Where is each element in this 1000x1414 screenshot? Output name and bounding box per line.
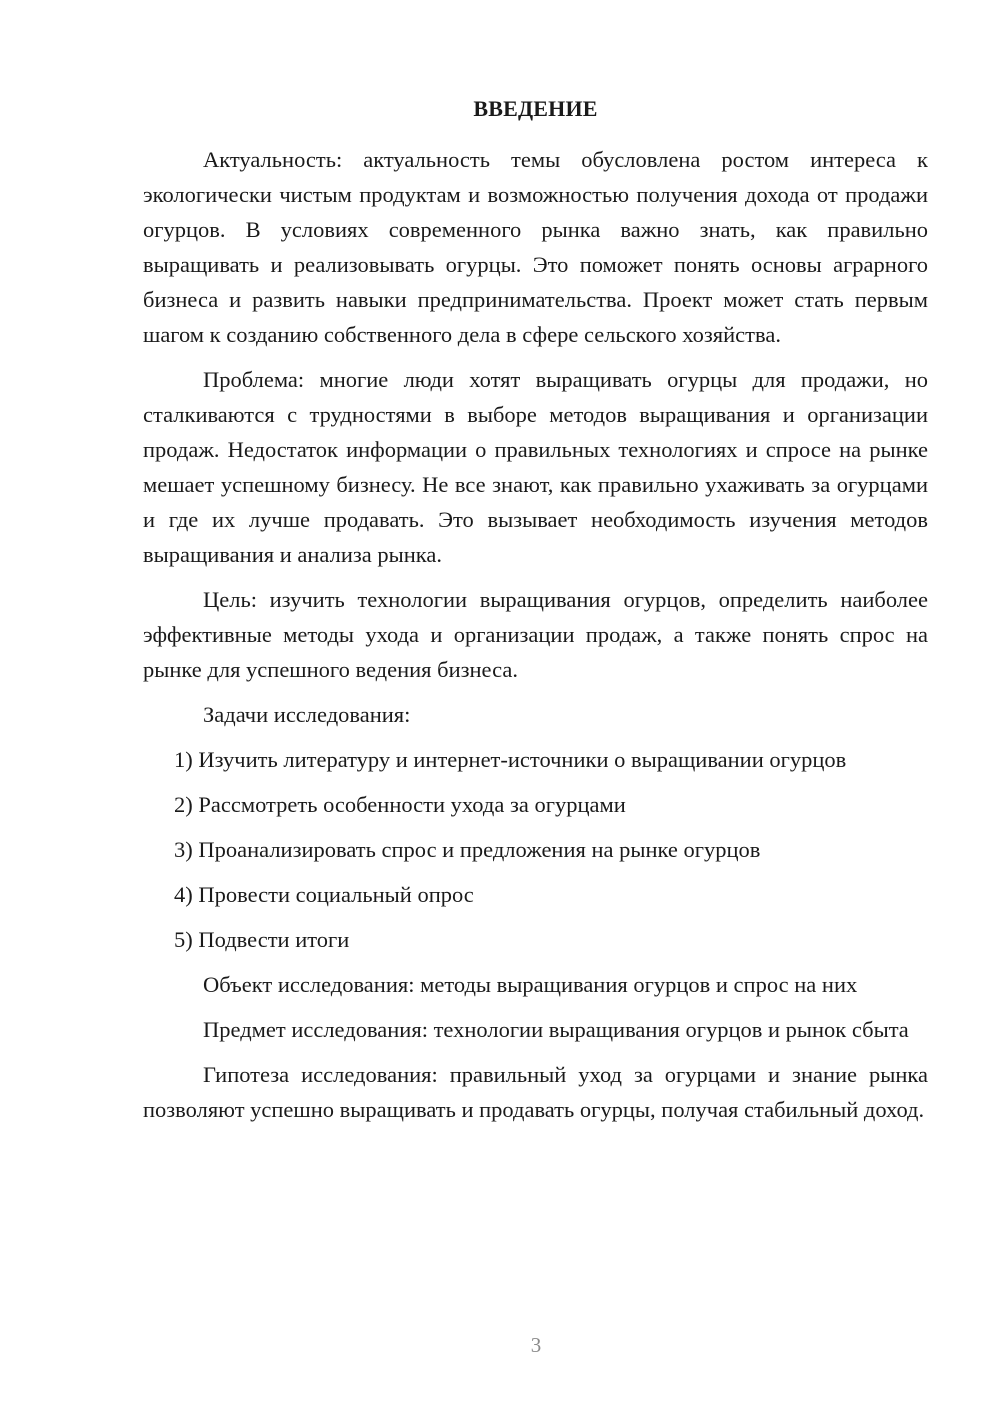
goal-paragraph: Цель: изучить технологии выращивания огурцов, определить наиболее эффективные методы ухода и организации продаж, а также понять спрос на рынке для успешного ведения бизнеса. (143, 587, 928, 682)
hypothesis-paragraph: Гипотеза исследования: правильный уход за огурцами и знание рынка позволяют успешно выращивать и продавать огурцы, получая стабильный доход. (143, 1062, 928, 1122)
list-item: 4) Провести социальный опрос (174, 882, 474, 907)
list-item: 3) Проанализировать спрос и предложения на рынке огурцов (174, 837, 761, 862)
page-title: ВВЕДЕНИЕ (473, 96, 598, 121)
tasks-list (143, 742, 928, 957)
list-item: 2) Рассмотреть особенности ухода за огурцами (174, 792, 626, 817)
object-paragraph: Объект исследования: методы выращивания огурцов и спрос на них (203, 972, 858, 997)
subject-paragraph: Предмет исследования: технологии выращивания огурцов и рынок сбыта (203, 1017, 909, 1042)
problem-paragraph: Проблема: многие люди хотят выращивать огурцы для продажи, но сталкиваются с трудностями в выборе методов выращивания и организации продаж. Недостаток информации о правильных технологиях и спросе на рынке мешает успешному бизнесу. Не все знают, как правильно ухаживать за огурцами и где их лучше продавать. Это вызывает необходимость изучения методов выращивания и анализа рынка. (143, 367, 928, 567)
page-number: 3 (530, 1333, 542, 1357)
list-item: 5) Подвести итоги (174, 927, 350, 952)
tasks-label: Задачи исследования: (203, 702, 411, 727)
relevance-paragraph: Актуальность: актуальность темы обусловлена ростом интереса к экологически чистым продуктам и возможностью получения дохода от продажи огурцов. В условиях современного рынка важно знать, как правильно выращивать и реализовывать огурцы. Это поможет понять основы аграрного бизнеса и развить навыки предпринимательства. Проект может стать первым шагом к созданию собственного дела в сфере сельского хозяйства. (143, 147, 928, 347)
document-page (143, 94, 928, 1137)
list-item: 1) Изучить литературу и интернет-источники о выращивании огурцов (174, 747, 847, 772)
